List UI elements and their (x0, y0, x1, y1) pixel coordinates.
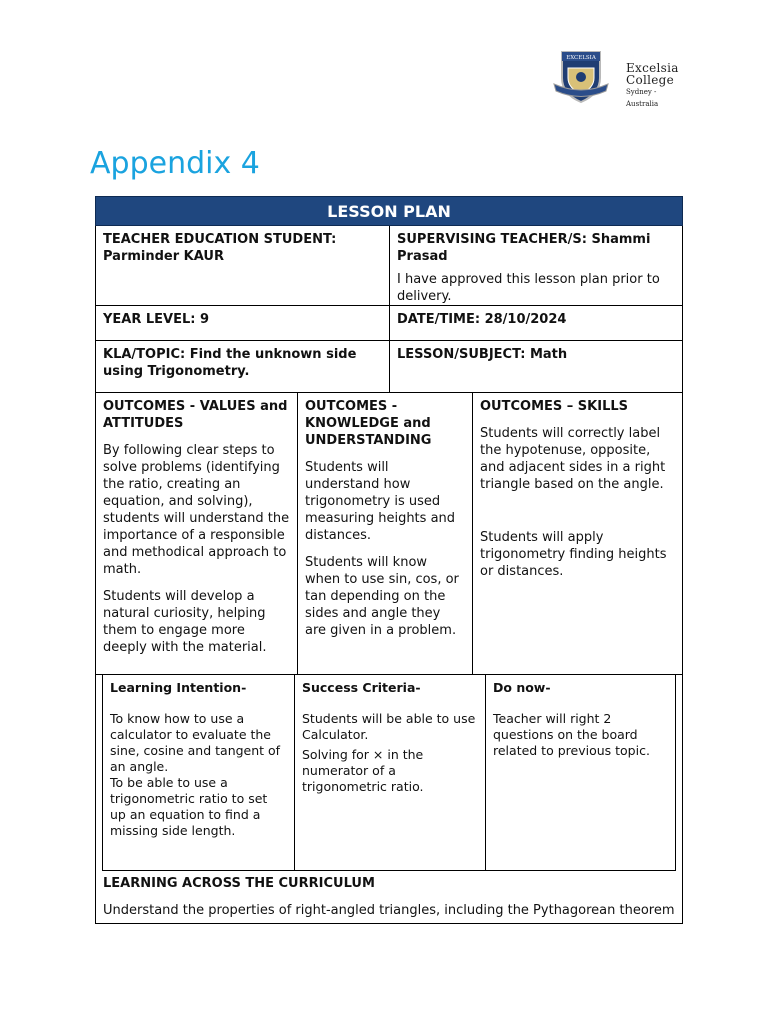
do-now-item-1: Teacher will right 2 questions on the board related to previous topic. (493, 711, 650, 758)
college-name-line2: College (626, 73, 675, 87)
kla-topic: KLA/TOPIC: Find the unknown side using Trigonometry. (103, 347, 357, 379)
outcomes-knowledge-text-1: Students will understand how trigonometry is used measuring heights and distances. (305, 460, 456, 543)
learning-intention-item-2: To be able to use a trigonometric ratio to set up an equation to find a missing side length. (110, 775, 268, 838)
date-cell (389, 306, 682, 340)
do-now-heading: Do now- (493, 680, 551, 695)
crest-text: EXCELSIA (566, 55, 596, 61)
curriculum-block (102, 871, 676, 923)
page-title: Appendix 4 (90, 146, 260, 181)
learning-intention-item-1: To know how to use a calculator to evaluate the sine, cosine and tangent of an angle. (110, 711, 281, 774)
outcomes-skills-text-1: Students will correctly label the hypotenuse, opposite, and adjacent sides in a right triangle based on the angle. (480, 426, 666, 492)
college-name (626, 62, 690, 110)
approval-note: I have approved this lesson plan prior to delivery. (397, 272, 660, 304)
success-criteria-cell (294, 675, 485, 870)
topic-row (95, 341, 683, 393)
lesson-subject: LESSON/SUBJECT: Math (397, 347, 568, 362)
teacher-label: TEACHER EDUCATION STUDENT: (103, 232, 337, 247)
college-name-line1: Excelsia (626, 61, 679, 75)
curriculum-heading: LEARNING ACROSS THE CURRICULUM (103, 876, 375, 891)
year-row (95, 306, 683, 341)
success-criteria-heading: Success Criteria- (302, 680, 421, 695)
do-now-cell (485, 675, 675, 870)
outcomes-knowledge-text-2: Students will know when to use sin, cos, or tan depending on the sides and angle they are given in a problem. (305, 555, 459, 638)
college-logo (550, 44, 690, 106)
outcomes-knowledge-heading: OUTCOMES - KNOWLEDGE and UNDERSTANDING (305, 399, 432, 448)
outcomes-row (95, 393, 683, 675)
learning-intention-cell (103, 675, 294, 870)
teacher-row (95, 226, 683, 306)
topic-cell (96, 341, 389, 392)
lesson-plan-table (95, 196, 683, 924)
outcomes-values-text-1: By following clear steps to solve problems (identifying the ratio, creating an equation, and solving), students will understand the importance of a responsible and methodical approach to math. (103, 443, 290, 577)
outcomes-knowledge-cell (297, 393, 472, 674)
success-criteria-item-2: Solving for × in the numerator of a trigonometric ratio. (302, 747, 424, 794)
teacher-name: Parminder KAUR (103, 249, 224, 264)
year-level: YEAR LEVEL: 9 (103, 312, 210, 327)
outcomes-skills-text-2: Students will apply trigonometry finding heights or distances. (480, 530, 667, 579)
supervising-label: SUPERVISING TEACHER/S: Shammi Prasad (397, 232, 651, 264)
outcomes-skills-cell (472, 393, 682, 674)
lesson-plan-banner: LESSON PLAN (95, 196, 683, 226)
outcomes-values-cell (96, 393, 297, 674)
college-location: Sydney - Australia (626, 88, 659, 108)
outcomes-skills-heading: OUTCOMES – SKILLS (480, 399, 629, 414)
year-cell (96, 306, 389, 340)
outcomes-values-heading: OUTCOMES - VALUES and ATTITUDES (103, 399, 288, 431)
lower-section (95, 675, 683, 924)
success-criteria-item-1: Students will be able to use Calculator. (302, 711, 476, 742)
date-time: DATE/TIME: 28/10/2024 (397, 312, 567, 327)
college-crest-icon (550, 44, 612, 106)
teacher-cell (96, 226, 389, 305)
supervising-cell (389, 226, 682, 305)
learning-intention-heading: Learning Intention- (110, 680, 247, 695)
intention-criteria-table (102, 675, 676, 871)
subject-cell (389, 341, 682, 392)
curriculum-text: Understand the properties of right-angled triangles, including the Pythagorean theorem (103, 903, 675, 918)
outcomes-values-text-2: Students will develop a natural curiosity, helping them to engage more deeply with the material. (103, 589, 267, 655)
